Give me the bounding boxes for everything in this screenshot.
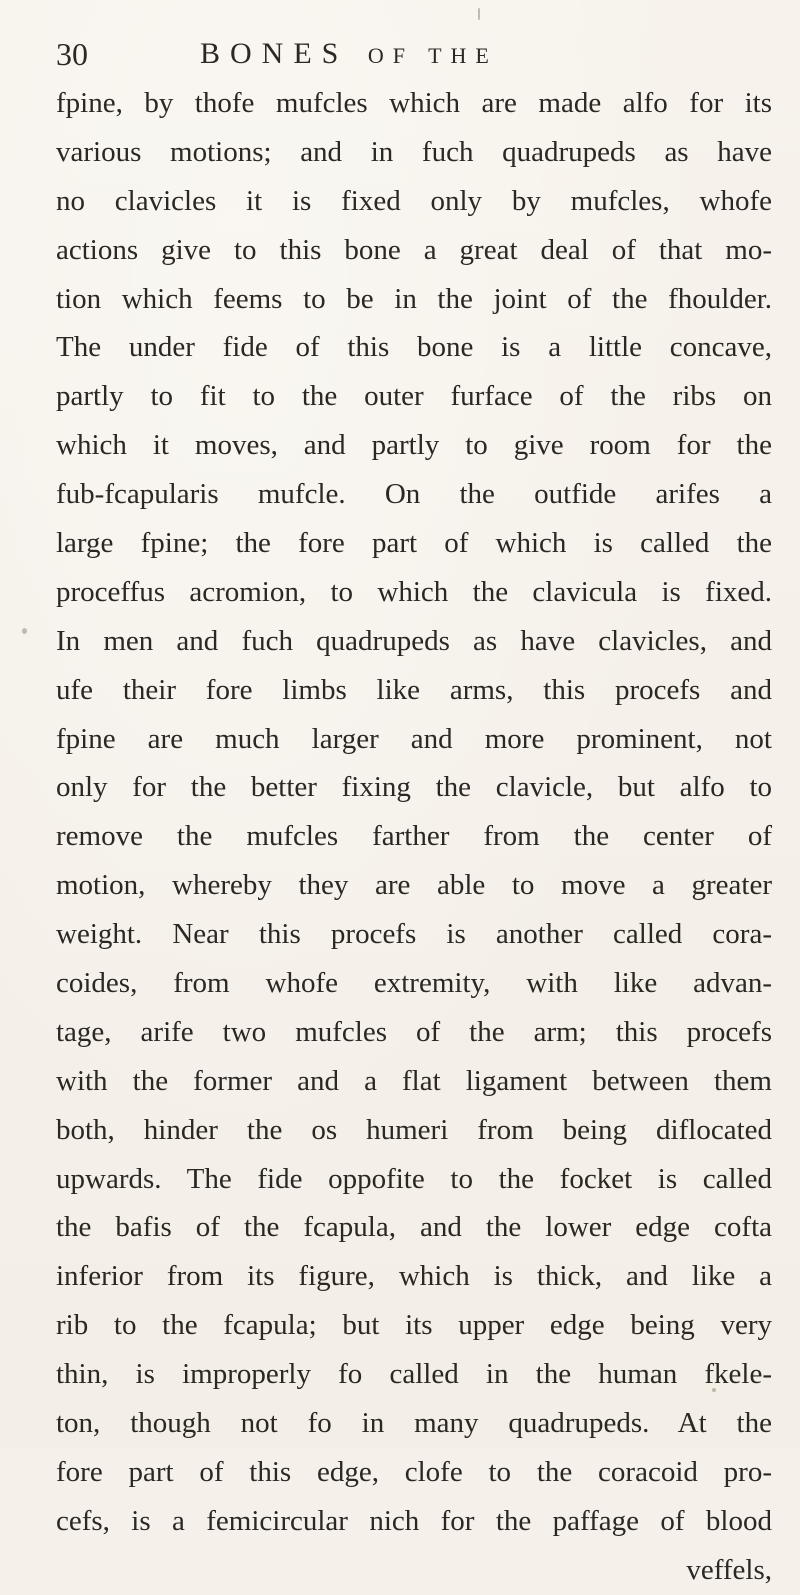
text-line: cefs, is a femicircular nich for the paffage of blood (56, 1504, 772, 1537)
text-line: fpine, by thofe mufcles which are made alfo for its (56, 87, 772, 119)
paper-speck (712, 1388, 716, 1392)
text-line: tage, arife two mufcles of the arm; this procefs (56, 1015, 772, 1048)
text-line: with the former and a flat ligament between them (56, 1064, 772, 1097)
page-header (56, 28, 756, 80)
text-line: the bafis of the fcapula, and the lower edge cofta (56, 1211, 772, 1244)
text-line: only for the better fixing the clavicle, but alfo to (56, 771, 772, 804)
text-line: large fpine; the fore part of which is called the (56, 527, 772, 560)
text-line: tion which feems to be in the joint of the fhoulder. (56, 282, 772, 315)
running-head-main: BONES (200, 37, 349, 70)
catchword: veffels, (686, 1553, 772, 1586)
page-number: 30 (56, 36, 88, 72)
text-line: upwards. The fide oppofite to the focket is called (56, 1162, 772, 1195)
text-line: rib to the fcapula; but its upper edge being very (56, 1309, 772, 1342)
text-line: motion, whereby they are able to move a greater (56, 869, 772, 902)
body-text (56, 79, 772, 1595)
text-line: thin, is improperly fo called in the human fkele- (56, 1358, 772, 1391)
running-head (200, 28, 498, 82)
text-line: The under fide of this bone is a little concave, (56, 331, 772, 364)
text-line: ton, though not fo in many quadrupeds. At the (56, 1407, 772, 1440)
text-line: various motions; and in fuch quadrupeds as have (56, 135, 772, 168)
text-line: inferior from its figure, which is thick, and like a (56, 1260, 772, 1293)
running-head-small: OF THE (367, 43, 498, 68)
text-line: weight. Near this procefs is another called cora- (56, 918, 772, 951)
text-line: proceffus acromion, to which the clavicula is fixed. (56, 575, 772, 608)
text-line: partly to fit to the outer furface of the ribs on (56, 380, 772, 413)
text-line: fpine are much larger and more prominent, not (56, 722, 772, 755)
text-line: fub-fcapularis mufcle. On the outfide arifes a (56, 478, 772, 511)
text-line: fore part of this edge, clofe to the coracoid pro- (56, 1455, 772, 1488)
text-line: coides, from whofe extremity, with like advan- (56, 967, 772, 1000)
text-line: actions give to this bone a great deal of that mo- (56, 233, 772, 266)
paper-speck (22, 628, 27, 634)
text-line: In men and fuch quadrupeds as have clavicles, and (56, 624, 772, 657)
text-line: which it moves, and partly to give room for the (56, 429, 772, 462)
text-line: ufe their fore limbs like arms, this procefs and (56, 673, 772, 706)
paper-speck (478, 8, 480, 20)
text-line: both, hinder the os humeri from being diflocated (56, 1113, 772, 1146)
text-line: no clavicles it is fixed only by mufcles, whofe (56, 184, 772, 217)
text-line: remove the mufcles farther from the center of (56, 820, 772, 853)
